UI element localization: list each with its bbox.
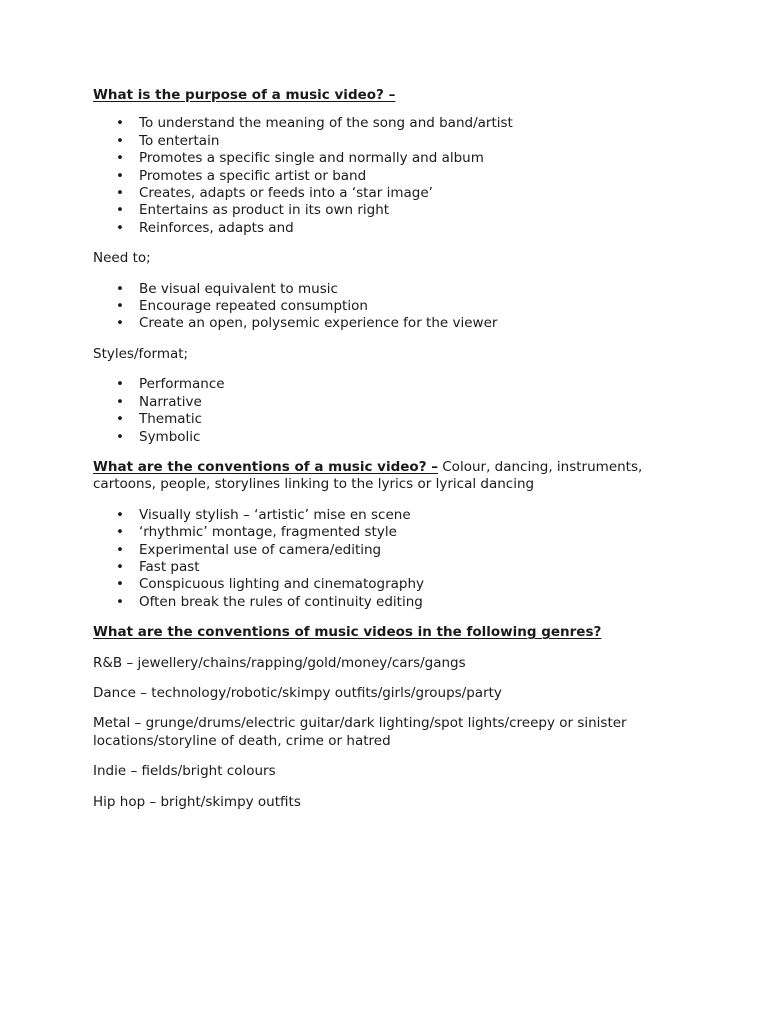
genre-dance: Dance – technology/robotic/skimpy outfits/girls/groups/party (93, 684, 502, 701)
list-item (93, 542, 693, 559)
section-purpose-heading: What is the purpose of a music video? – (93, 87, 396, 103)
list-item-text: Create an open, polysemic experience for the viewer (139, 315, 498, 332)
styles-format-list (93, 376, 693, 446)
list-item-text: Entertains as product in its own right (139, 202, 390, 219)
list-item (93, 150, 693, 167)
list-item (93, 315, 693, 332)
bullet-icon: • (116, 115, 124, 132)
list-item (93, 185, 693, 202)
list-item (93, 298, 693, 315)
list-item-text: ‘rhythmic’ montage, fragmented style (139, 524, 397, 541)
bullet-icon: • (116, 315, 124, 332)
genre-rnb: R&B – jewellery/chains/rapping/gold/money/cars/gangs (93, 654, 466, 671)
list-item-text: Thematic (139, 411, 202, 428)
document-page (93, 87, 693, 824)
list-item-text: To entertain (139, 132, 220, 149)
list-item (93, 411, 693, 428)
section-purpose-heading-line (93, 87, 693, 104)
list-item (93, 524, 693, 541)
bullet-icon: • (116, 167, 124, 184)
bullet-icon: • (116, 298, 124, 315)
bullet-icon: • (116, 185, 124, 202)
bullet-icon: • (116, 376, 124, 393)
section-conventions-intro: Colour, dancing, instruments, cartoons, people, storylines linking to the lyrics or lyrical dancing (93, 458, 643, 493)
bullet-icon: • (116, 150, 124, 167)
list-item (93, 115, 693, 132)
list-item (93, 594, 693, 611)
styles-format-label: Styles/format; (93, 345, 189, 362)
list-item-text: Creates, adapts or feeds into a ‘star image’ (139, 185, 433, 202)
conventions-list (93, 507, 693, 611)
list-item-text: Experimental use of camera/editing (139, 541, 382, 558)
list-item-text: Visually stylish – ‘artistic’ mise en scene (139, 506, 411, 523)
genre-hip-hop: Hip hop – bright/skimpy outfits (93, 793, 301, 810)
list-item-text: Be visual equivalent to music (139, 280, 338, 297)
bullet-icon: • (116, 524, 124, 541)
list-item (93, 394, 693, 411)
list-item-text: Symbolic (139, 428, 201, 445)
list-item (93, 133, 693, 150)
list-item-text: Fast past (139, 558, 200, 575)
list-item-text: Often break the rules of continuity editing (139, 593, 423, 610)
list-item (93, 202, 693, 219)
list-item (93, 220, 693, 237)
list-item (93, 429, 693, 446)
list-item-text: To understand the meaning of the song and band/artist (139, 115, 513, 132)
bullet-icon: • (116, 132, 124, 149)
bullet-icon: • (116, 558, 124, 575)
bullet-icon: • (116, 411, 124, 428)
list-item (93, 376, 693, 393)
list-item (93, 559, 693, 576)
list-item (93, 168, 693, 185)
bullet-icon: • (116, 576, 124, 593)
bullet-icon: • (116, 428, 124, 445)
list-item-text: Conspicuous lighting and cinematography (139, 576, 425, 593)
bullet-icon: • (116, 280, 124, 297)
list-item (93, 281, 693, 298)
purpose-list (93, 115, 693, 237)
need-to-list (93, 281, 693, 333)
list-item-text: Promotes a specific single and normally and album (139, 150, 484, 167)
section-genres-heading-line (93, 624, 693, 641)
bullet-icon: • (116, 393, 124, 410)
genre-metal: Metal – grunge/drums/electric guitar/dark lighting/spot lights/creepy or sinister locations/storyline of death, crime or hatred (93, 715, 627, 749)
need-to-label: Need to; (93, 250, 151, 267)
bullet-icon: • (116, 506, 124, 523)
list-item-text: Encourage repeated consumption (139, 298, 368, 315)
bullet-icon: • (116, 593, 124, 610)
bullet-icon: • (116, 541, 124, 558)
list-item (93, 507, 693, 524)
section-genres-heading: What are the conventions of music videos in the following genres? (93, 624, 602, 641)
list-item-text: Reinforces, adapts and (139, 219, 294, 236)
list-item-text: Narrative (139, 393, 202, 410)
list-item-text: Performance (139, 376, 225, 393)
section-conventions-heading: What are the conventions of a music video? – (93, 458, 438, 475)
bullet-icon: • (116, 219, 124, 236)
section-conventions-paragraph (93, 459, 693, 494)
list-item-text: Promotes a specific artist or band (139, 167, 367, 184)
bullet-icon: • (116, 202, 124, 219)
genre-indie: Indie – fields/bright colours (93, 763, 276, 780)
list-item (93, 576, 693, 593)
